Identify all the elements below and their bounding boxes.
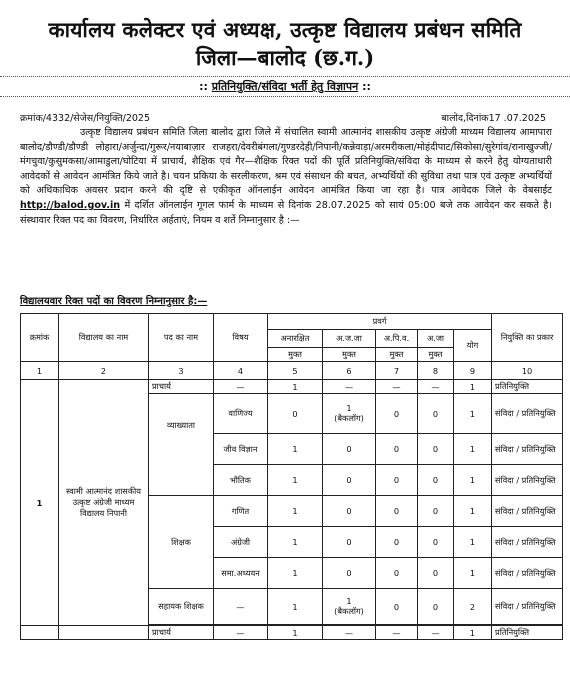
office-title: कार्यालय कलेक्टर एवं अध्यक्ष, उत्कृष्ट विद्यालय प्रबंधन समिति — [48, 17, 522, 42]
appointment-type: प्रतिनियुक्ति — [492, 626, 563, 640]
st-count: 0 — [323, 465, 376, 496]
obc-count: — — [376, 380, 418, 394]
divider-bottom — [0, 96, 570, 98]
sc-count: 0 — [418, 558, 454, 589]
ur-count: 1 — [268, 496, 323, 527]
subject: भौतिक — [214, 465, 268, 496]
header-total: योग — [454, 330, 492, 362]
appointment-type: संविदा / प्रतिनियुक्ति — [492, 394, 563, 434]
col-number: 10 — [492, 362, 563, 380]
subject: जीव विज्ञान — [214, 434, 268, 465]
st-count: 0 — [323, 558, 376, 589]
header-ur: अनारक्षित — [268, 330, 323, 348]
obc-count: 0 — [376, 527, 418, 558]
total-count: 1 — [454, 434, 492, 465]
st-count: 0 — [323, 434, 376, 465]
sc-count: 0 — [418, 527, 454, 558]
st-count: 1 (बैकलॉग) — [323, 394, 376, 434]
total-count: 1 — [454, 394, 492, 434]
section-title: विद्यालयवार रिक्त पदों का विवरण निम्नानुसार है:— — [20, 296, 208, 307]
total-count: 1 — [454, 527, 492, 558]
total-count: 1 — [454, 465, 492, 496]
total-count: 1 — [454, 496, 492, 527]
header-post: पद का नाम — [149, 314, 214, 362]
col-number: 5 — [268, 362, 323, 380]
st-count: 1 (बैकलॉग) — [323, 589, 376, 625]
school-sno — [21, 626, 59, 640]
header-school: विद्यालय का नाम — [59, 314, 149, 362]
ur-count: 1 — [268, 527, 323, 558]
table-row — [21, 380, 563, 394]
appointment-type: संविदा / प्रतिनियुक्ति — [492, 558, 563, 589]
header-mukt: मुक्त — [323, 348, 376, 362]
subject: समा.अध्ययन — [214, 558, 268, 589]
header-st: अ.ज.जा — [323, 330, 376, 348]
header-mukt: मुक्त — [418, 348, 454, 362]
table-row — [21, 626, 563, 640]
divider-top — [0, 76, 570, 78]
col-number: 9 — [454, 362, 492, 380]
sc-count: 0 — [418, 434, 454, 465]
header-category: प्रवर्ग — [268, 314, 492, 330]
obc-count: 0 — [376, 589, 418, 625]
header-sc: अ.जा — [418, 330, 454, 348]
subject: — — [214, 380, 268, 394]
header-mukt: मुक्त — [376, 348, 418, 362]
total-count: 1 — [454, 558, 492, 589]
post-name: सहायक शिक्षक — [149, 589, 214, 625]
post-name: प्राचार्य — [149, 380, 214, 394]
advertisement-body: उत्कृष्ट विद्यालय प्रबंधन समिति जिला बालोद द्वारा जिले में संचालित स्वामी आत्मानंद शासकीय उत्कृष्ट अंग्रेजी माध्यम विद्यालय आमापारा बालोद/डौण्डी/डौण्डी लोहारा/अर्जुन्दा/गुरूर/नयाबाज़ार राजहरा/देवरीबंगला/गुण्डरदेही/निपानी/कन्नेवाड़ा/अरमरीकला/मोहंदीपाट/सिकोसा/सुरेगांव/रानाखुज्जी/मंगचुवा/कुसुमकसा/आमाडुला/घोटिया में प्राचार्य, शैक्षिक एवं गैर—शैक्षिक रिक्त पदों की पूर्ति प्रतिनियुक्ति/संविदा के माध्यम से करने हेतु योग्यताधारी आवेदकों से आवेदन आमंत्रित किये जाते है। चयन प्रकिया के सरलीकरण, श्रम एवं संसाधन की बचत, अभ्यर्थियों की सुविधा तथा पात्र एवं उत्कृष्ट अभ्यर्थियों को अधिकाधिक अवसर प्रदान करने की दृष्टि से एकीकृत ऑनलाईन आवेदन आमंत्रित किया जा रहा है। पात्र आवेदक जिले के वेबसाईट http://balod.gov.in में दर्शित ऑनलाईन गूगल फार्म के माध्यम से दिनांक 28.07.2025 को सायं 05:00 बजे तक आवेदन कर सकते है। संस्थावार रिक्त पद का विवरण, निर्धारित अर्हताएं, नियम व शर्ते निम्नानुसार है :— — [20, 127, 552, 226]
header-sno: क्रमांक — [21, 314, 59, 362]
ur-count: 0 — [268, 394, 323, 434]
sc-count: — — [418, 626, 454, 640]
col-number: 1 — [21, 362, 59, 380]
sc-count: — — [418, 380, 454, 394]
subject: अंग्रेजी — [214, 527, 268, 558]
sc-count: 0 — [418, 465, 454, 496]
appointment-type: संविदा / प्रतिनियुक्ति — [492, 496, 563, 527]
subject: — — [214, 589, 268, 625]
ur-count: 1 — [268, 434, 323, 465]
subject: वाणिज्य — [214, 394, 268, 434]
obc-count: 0 — [376, 465, 418, 496]
subject: — — [214, 626, 268, 640]
total-count: 1 — [454, 626, 492, 640]
reference-date: बालोद,दिनांक17 .07.2025 — [441, 113, 546, 124]
col-number: 8 — [418, 362, 454, 380]
sc-count: 0 — [418, 589, 454, 625]
col-number: 7 — [376, 362, 418, 380]
col-number: 4 — [214, 362, 268, 380]
sc-count: 0 — [418, 496, 454, 527]
total-count: 2 — [454, 589, 492, 625]
school-sno: 1 — [21, 380, 59, 626]
st-count: 0 — [323, 527, 376, 558]
appointment-type: प्रतिनियुक्ति — [492, 380, 563, 394]
col-number: 3 — [149, 362, 214, 380]
col-number: 6 — [323, 362, 376, 380]
ur-count: 1 — [268, 589, 323, 625]
obc-count: 0 — [376, 496, 418, 527]
st-count: 0 — [323, 496, 376, 527]
ur-count: 1 — [268, 465, 323, 496]
st-count: — — [323, 626, 376, 640]
column-number-row — [21, 362, 563, 380]
post-name: व्याख्याता — [149, 394, 214, 496]
obc-count: 0 — [376, 434, 418, 465]
obc-count: 0 — [376, 558, 418, 589]
obc-count: — — [376, 626, 418, 640]
appointment-type: संविदा / प्रतिनियुक्ति — [492, 527, 563, 558]
appointment-type: संविदा / प्रतिनियुक्ति — [492, 465, 563, 496]
post-name: शिक्षक — [149, 496, 214, 589]
district-website-link[interactable]: http://balod.gov.in — [20, 199, 121, 211]
header-appointment: नियुक्ति का प्रकार — [492, 314, 563, 362]
sc-count: 0 — [418, 394, 454, 434]
total-count: 1 — [454, 380, 492, 394]
reference-number: क्रमांक/4332/सेजेस/नियुक्ति/2025 — [20, 113, 150, 124]
appointment-type: संविदा / प्रतिनियुक्ति — [492, 589, 563, 625]
appointment-type: संविदा / प्रतिनियुक्ति — [492, 434, 563, 465]
header-obc: अ.पि.व. — [376, 330, 418, 348]
subject: गणित — [214, 496, 268, 527]
district-title: जिला—बालोद (छ.ग.) — [195, 45, 375, 70]
school-name — [59, 626, 149, 640]
header-subject: विषय — [214, 314, 268, 362]
vacancy-table — [20, 313, 563, 640]
st-count: — — [323, 380, 376, 394]
ur-count: 1 — [268, 380, 323, 394]
ur-count: 1 — [268, 558, 323, 589]
obc-count: 0 — [376, 394, 418, 434]
school-name: स्वामी आत्मानंद शासकीय उत्कृष्ट अंग्रेजी माध्यम विद्यालय निपानी — [59, 380, 149, 626]
col-number: 2 — [59, 362, 149, 380]
ur-count: 1 — [268, 626, 323, 640]
header-mukt: मुक्त — [268, 348, 323, 362]
post-name: प्राचार्य — [149, 626, 214, 640]
advertisement-subtitle: :: प्रतिनियुक्ति/संविदा भर्ती हेतु विज्ञापन :: — [199, 80, 371, 93]
